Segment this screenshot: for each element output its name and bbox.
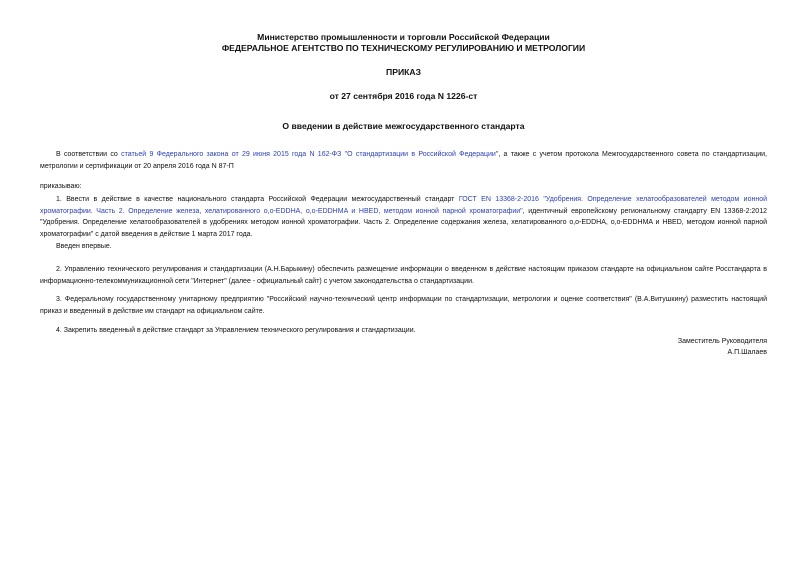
- item-4-paragraph: 4. Закрепить введенный в действие стандарт за Управлением технического регулирования и стандартизации.: [56, 327, 416, 334]
- order-title: О введении в действие межгосударственного стандарта: [282, 121, 525, 131]
- signature-name: А.П.Шалаев: [727, 349, 767, 356]
- order-date: от 27 сентября 2016 года N 1226-ст: [329, 91, 478, 101]
- introduced-note: Введен впервые.: [56, 243, 112, 250]
- preamble-lead: В соответствии со: [56, 151, 122, 158]
- preamble-rest: , а также с учетом протокола Межгосударственного совета по стандартизации, метрологии и сертификации от 20 апреля 2016 года N 87-П: [40, 151, 767, 170]
- item-2-paragraph: 2. Управлению технического регулирования и стандартизации (А.Н.Барыкину) обеспечить размещение информации о введенном в действие настоящим приказом стандарте на официальном сайте Росстандарта в информационно-телекоммуникационной сети "Интернет" (далее - официальный сайт) с учетом законодательства о стандартизации.: [40, 266, 767, 285]
- item-1-rest: , идентичный европейскому региональному стандарту EN 13368-2:2012 "Удобрения. Определение хелатообразователей в удобрениях методом ионной хроматографии. Часть 2. Определение содержания железа, хелатированного o,o-EDDHA, o,o-EDDHMA и HBED, методом ионной парной хроматографии" с датой введения в действие 1 марта 2017 года.: [40, 207, 767, 238]
- item-1-lead: 1. Ввести в действие в качестве национального стандарта Российской Федерации межгосударственный стандарт: [56, 196, 459, 203]
- item-1-paragraph: [40, 194, 767, 240]
- item-3-paragraph: 3. Федеральному государственному унитарному предприятию "Российский научно-технический центр информации по стандартизации, метрологии и оценке соответствия" (В.А.Витушкину) разместить настоящий приказ и введенный в действие им стандарт на официальном сайте.: [40, 296, 767, 315]
- signature-position: Заместитель Руководителя: [677, 338, 767, 345]
- standard-link[interactable]: ГОСТ EN 13368-2-2016 "Удобрения. Определение хелатообразователей методом ионной хроматографии. Часть 2. Определение железа, хелатированного o,o-EDDHA, o,o-EDDHMA и HBED, методом ионной парной хроматографии": [40, 196, 767, 215]
- order-label: ПРИКАЗ: [386, 67, 421, 77]
- agency-heading: ФЕДЕРАЛЬНОЕ АГЕНТСТВО ПО ТЕХНИЧЕСКОМУ РЕГУЛИРОВАНИЮ И МЕТРОЛОГИИ: [221, 43, 586, 53]
- preamble-paragraph: [40, 149, 767, 172]
- order-word: приказываю:: [40, 183, 82, 190]
- law-link[interactable]: статьей 9 Федерального закона от 29 июня 2015 года N 162-ФЗ "О стандартизации в Российской Федерации": [121, 151, 499, 158]
- ministry-heading: Министерство промышленности и торговли Российской Федерации: [257, 32, 550, 42]
